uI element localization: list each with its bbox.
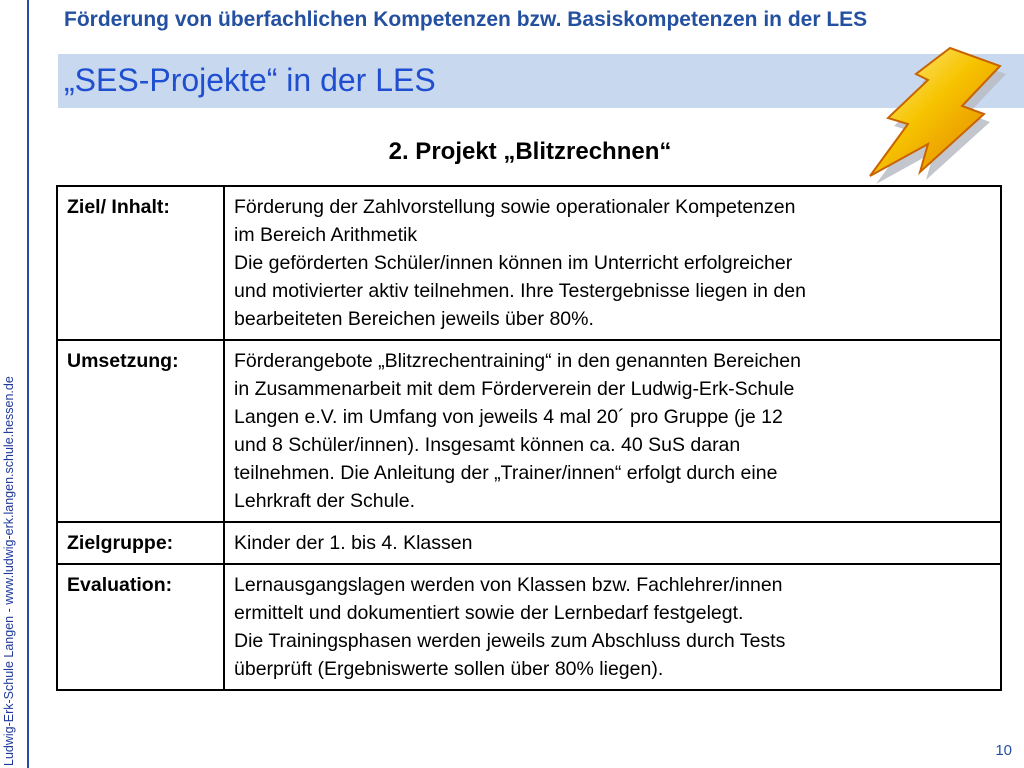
content-line: Förderangebote „Blitzrechentraining“ in den genannten Bereichen — [234, 350, 801, 372]
table-row — [57, 522, 1001, 564]
lightning-bolt-icon — [858, 44, 1008, 189]
content-line: ermittelt und dokumentiert sowie der Lernbedarf festgelegt. — [234, 602, 744, 624]
content-line: in Zusammenarbeit mit dem Förderverein der Ludwig-Erk-Schule — [234, 378, 795, 400]
content-line: teilnehmen. Die Anleitung der „Trainer/innen“ erfolgt durch eine — [234, 462, 778, 484]
page-top-title: Förderung von überfachlichen Kompetenzen bzw. Basiskompetenzen in der LES — [64, 8, 868, 31]
table-row — [57, 186, 1001, 340]
project-subtitle: 2. Projekt „Blitzrechnen“ — [388, 138, 672, 165]
content-line: überprüft (Ergebniswerte sollen über 80% liegen). — [234, 658, 664, 680]
sidebar — [0, 0, 28, 768]
content-line: und 8 Schüler/innen). Insgesamt können ca. 40 SuS daran — [234, 434, 741, 456]
content-line: Lehrkraft der Schule. — [234, 490, 416, 512]
page-number: 10 — [995, 742, 1012, 759]
content-line: Die geförderten Schüler/innen können im Unterricht erfolgreicher — [234, 252, 793, 274]
sidebar-divider — [27, 0, 29, 768]
content-line: bearbeiteten Bereichen jeweils über 80%. — [234, 308, 594, 330]
banner-title: „SES-Projekte“ in der LES — [64, 62, 436, 98]
row-label: Ziel/ Inhalt: — [57, 186, 224, 340]
table-row — [57, 564, 1001, 690]
row-content — [224, 340, 1001, 522]
row-label: Zielgruppe: — [57, 522, 224, 564]
content-line: Förderung der Zahlvorstellung sowie operationaler Kompetenzen — [234, 196, 796, 218]
row-label: Umsetzung: — [57, 340, 224, 522]
project-table — [56, 185, 1002, 691]
content-line: und motivierter aktiv teilnehmen. Ihre Testergebnisse liegen in den — [234, 280, 806, 302]
row-content — [224, 564, 1001, 690]
content-line: Die Trainingsphasen werden jeweils zum Abschluss durch Tests — [234, 630, 786, 652]
content-line: Lernausgangslagen werden von Klassen bzw. Fachlehrer/innen — [234, 574, 783, 596]
content-line: im Bereich Arithmetik — [234, 224, 418, 246]
row-content — [224, 522, 1001, 564]
table-row — [57, 340, 1001, 522]
sidebar-school-text: Ludwig-Erk-Schule Langen - www.ludwig-erk.langen.schule.hessen.de — [2, 376, 16, 766]
content-line: Langen e.V. im Umfang von jeweils 4 mal 20´ pro Gruppe (je 12 — [234, 406, 783, 428]
row-label: Evaluation: — [57, 564, 224, 690]
content-line: Kinder der 1. bis 4. Klassen — [234, 532, 473, 554]
row-content — [224, 186, 1001, 340]
